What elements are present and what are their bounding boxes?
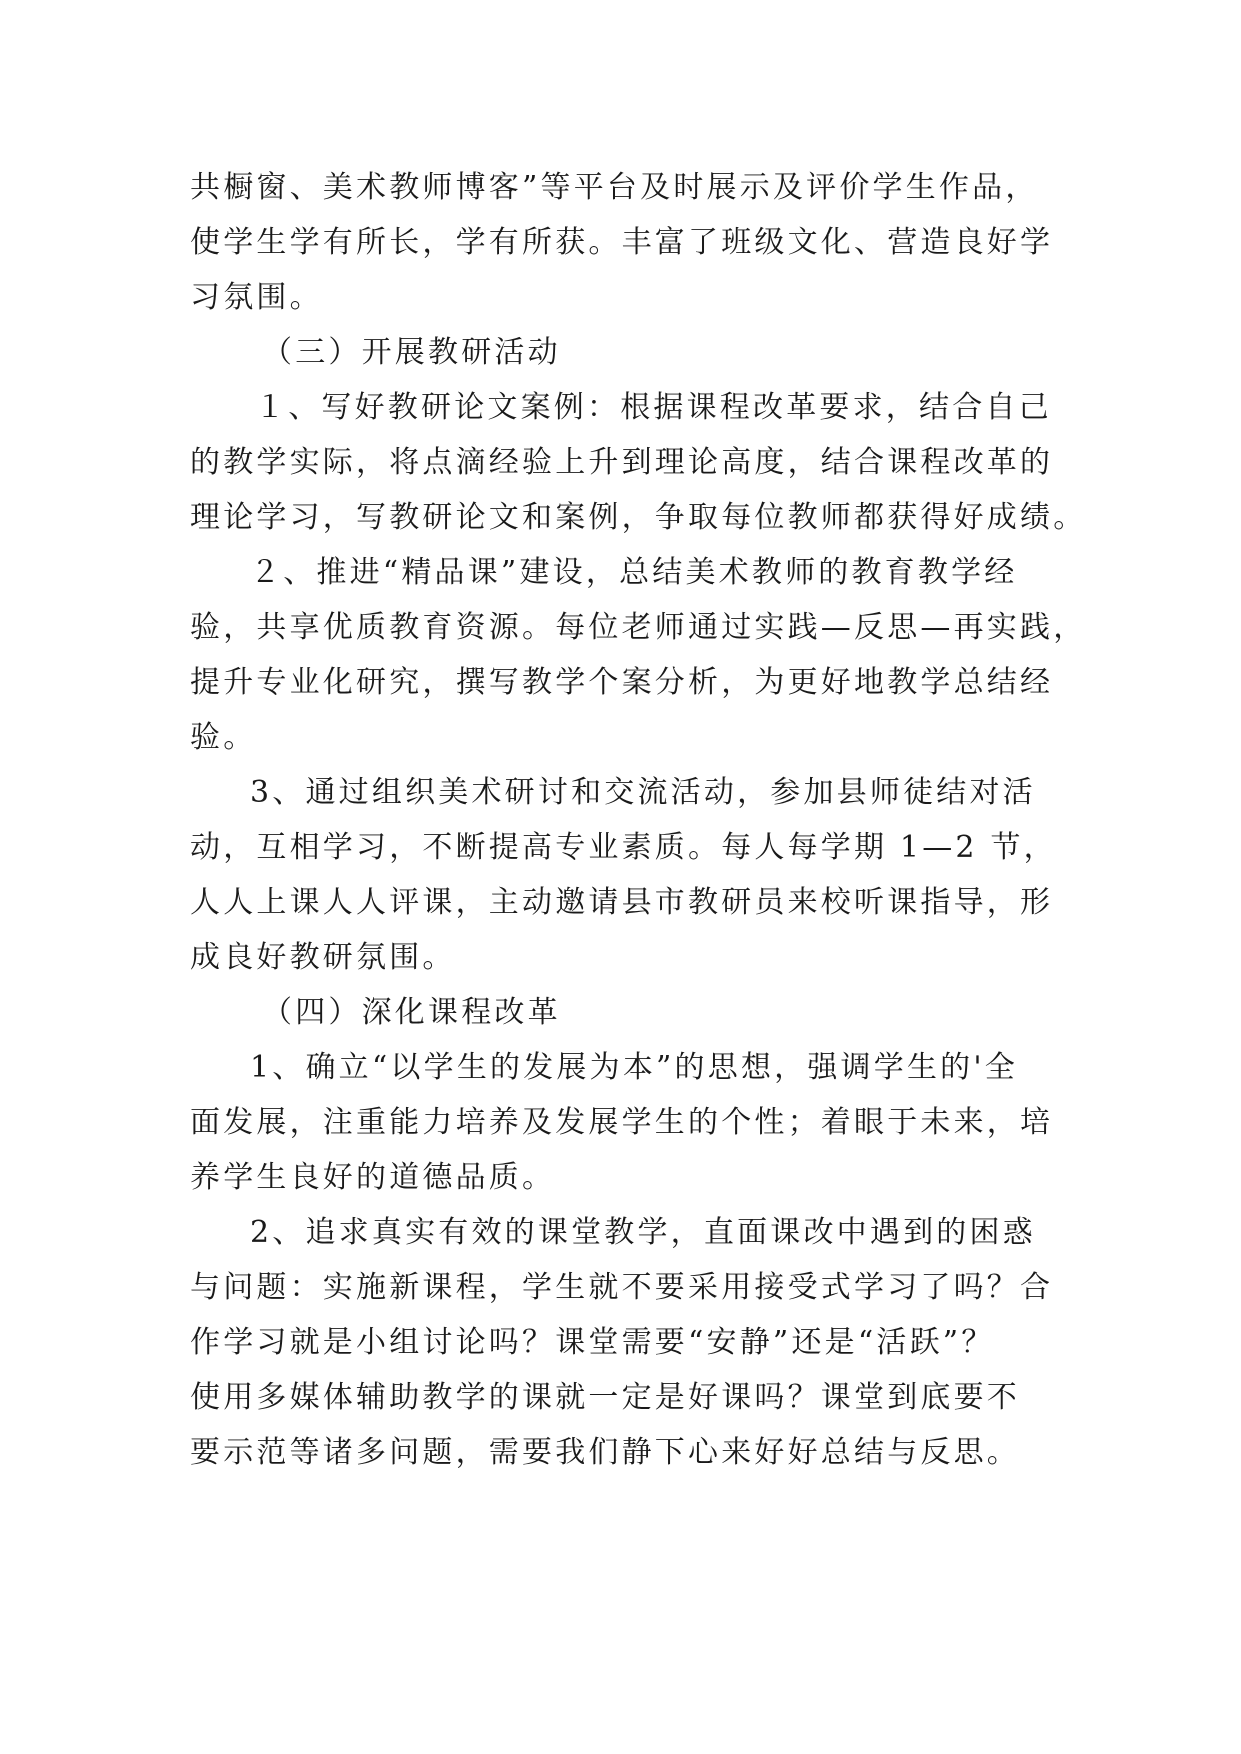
text-line: 人人上课人人评课，主动邀请县市教研员来校听课指导，形 xyxy=(190,885,1054,920)
text-line: １、写好教研论文案例：根据课程改革要求，结合自己 xyxy=(255,390,1052,425)
text-line: 共橱窗、美术教师博客”等平台及时展示及评价学生作品， xyxy=(190,170,1039,205)
text-line: 验。 xyxy=(190,720,257,755)
text-line: 面发展，注重能力培养及发展学生的个性；着眼于未来，培 xyxy=(190,1105,1054,1140)
text-line: 使学生学有所长，学有所获。丰富了班级文化、营造良好学 xyxy=(190,225,1054,260)
text-line: 3、通过组织美术研讨和交流活动，参加县师徒结对活 xyxy=(250,775,1036,810)
text-line: 成良好教研氛围。 xyxy=(190,940,456,975)
text-line: 理论学习，写教研论文和案例，争取每位教师都获得好成绩。 xyxy=(190,500,1087,535)
text-line: 提升专业化研究，撰写教学个案分析，为更好地教学总结经 xyxy=(190,665,1054,700)
text-line: 作学习就是小组讨论吗？课堂需要“安静”还是“活跃”？ xyxy=(190,1325,995,1360)
text-line: 验，共享优质教育资源。每位老师通过实践—反思—再实践， xyxy=(190,610,1087,645)
text-line: 与问题：实施新课程，学生就不要采用接受式学习了吗？合 xyxy=(190,1270,1054,1305)
text-line: 1、确立“以学生的发展为本”的思想，强调学生的'全 xyxy=(250,1050,1019,1085)
text-line: 要示范等诸多问题，需要我们静下心来好好总结与反思。 xyxy=(190,1435,1020,1470)
section-heading: （四）深化课程改革 xyxy=(262,995,561,1030)
text-line: 的教学实际，将点滴经验上升到理论高度，结合课程改革的 xyxy=(190,445,1054,480)
text-line: 养学生良好的道德品质。 xyxy=(190,1160,556,1195)
text-line: 2、追求真实有效的课堂教学，直面课改中遇到的困惑 xyxy=(250,1215,1036,1250)
section-heading: （三）开展教研活动 xyxy=(262,335,561,370)
text-line: 习氛围。 xyxy=(190,280,323,315)
text-line: ２、推进“精品课”建设，总结美术教师的教育教学经 xyxy=(250,555,1018,590)
text-line: 动，互相学习，不断提高专业素质。每人每学期 1—2 节， xyxy=(190,830,1057,865)
text-line: 使用多媒体辅助教学的课就一定是好课吗？课堂到底要不 xyxy=(190,1380,1020,1415)
